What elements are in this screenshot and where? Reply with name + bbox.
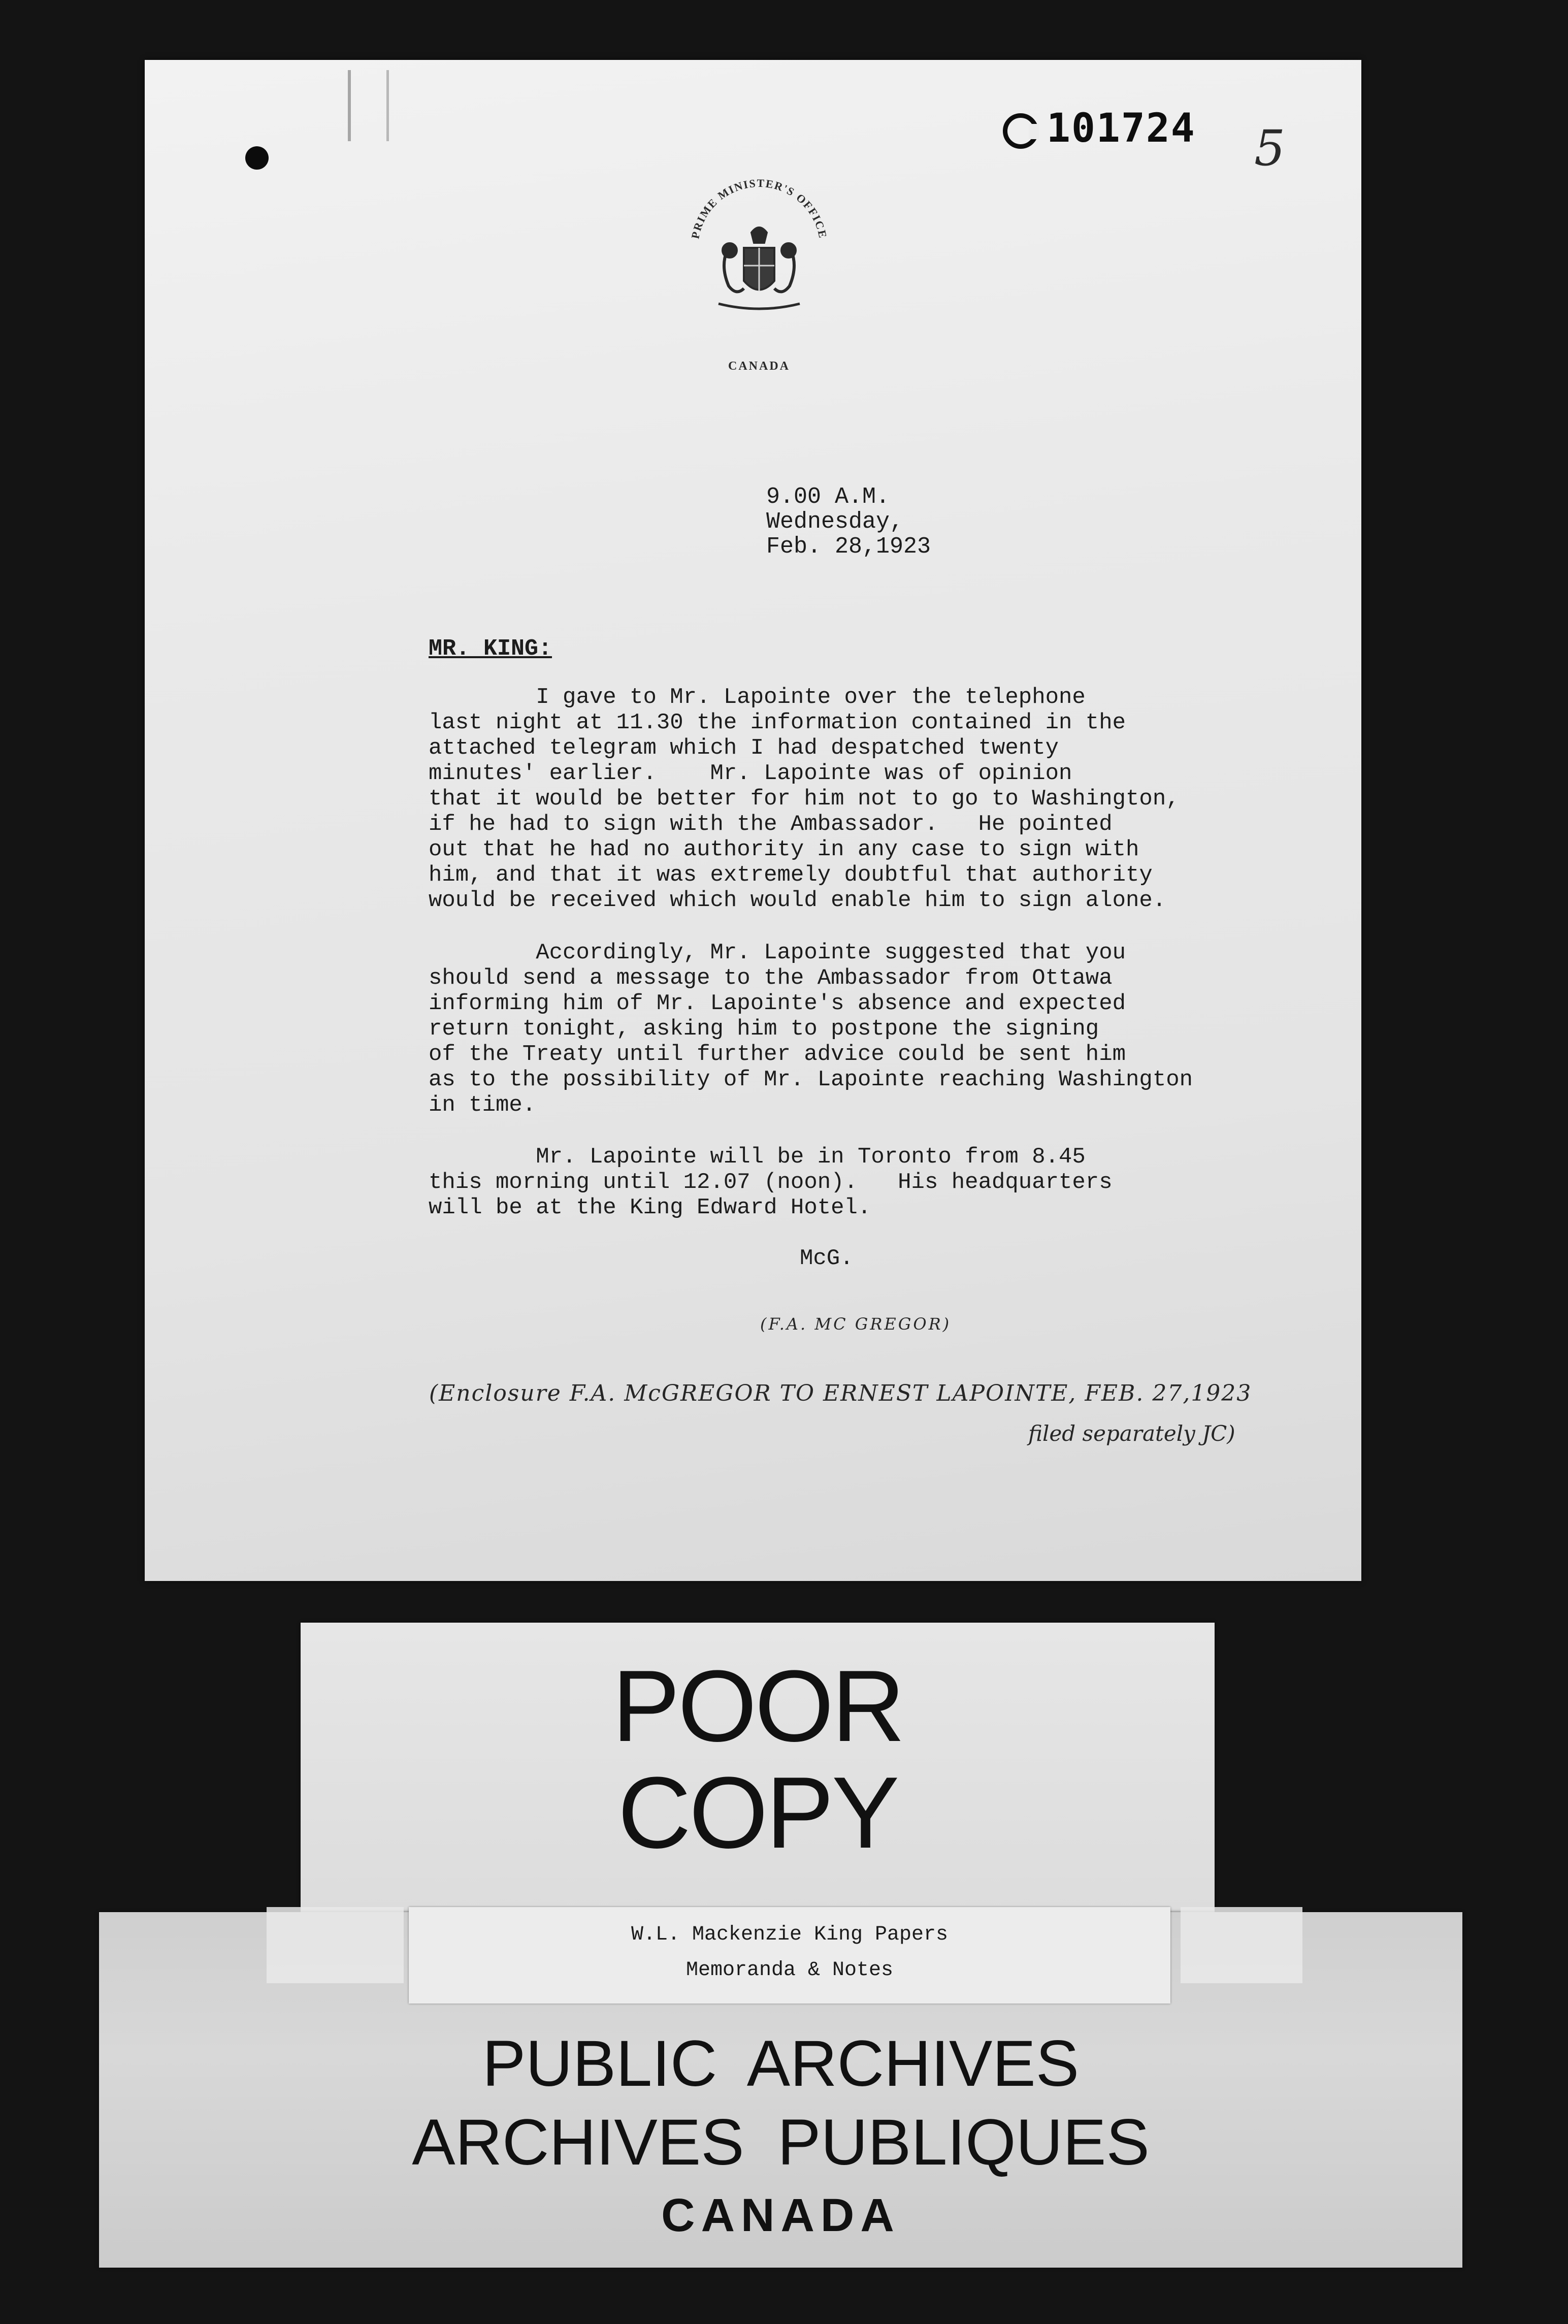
text-line: if he had to sign with the Ambassador. He pointed xyxy=(429,812,1113,837)
text-line: in time. xyxy=(429,1092,536,1118)
letterhead xyxy=(668,162,851,380)
date-weekday: Wednesday, xyxy=(766,509,904,535)
archive-plate-line-1: PUBLIC ARCHIVES xyxy=(482,2027,1080,2100)
letter-page xyxy=(145,60,1361,1581)
text-line: Accordingly, Mr. Lapointe suggested that you xyxy=(429,940,1126,965)
text-line: should send a message to the Ambassador from Ottawa xyxy=(429,965,1113,991)
archive-plate-line-2: ARCHIVES PUBLIQUES xyxy=(412,2106,1150,2179)
paragraph-3 xyxy=(429,1144,1113,1220)
page-number: 5 xyxy=(1254,120,1286,177)
tape-strip xyxy=(267,1907,404,1983)
text-line: out that he had no authority in any case to sign with xyxy=(429,837,1139,862)
text-line: attached telegram which I had despatched twenty xyxy=(429,735,1059,761)
pencil-mark xyxy=(348,70,389,141)
text-line: as to the possibility of Mr. Lapointe reaching Washington xyxy=(429,1067,1193,1092)
text-line: of the Treaty until further advice could be sent him xyxy=(429,1042,1126,1067)
date-date: Feb. 28,1923 xyxy=(766,534,931,560)
date-time: 9.00 A.M. xyxy=(766,484,890,510)
handwritten-signature-note: (F.A. MC GREGOR) xyxy=(760,1314,952,1334)
coat-of-arms-icon xyxy=(668,162,851,344)
text-line: minutes' earlier. Mr. Lapointe was of opinion xyxy=(429,761,1072,786)
handwritten-enclosure-note: (Enclosure F.A. McGREGOR TO ERNEST LAPOINTE, FEB. 27,1923 xyxy=(429,1380,1252,1406)
poor-copy-line-2: COPY xyxy=(617,1756,898,1869)
paragraph-2 xyxy=(429,940,1193,1118)
archive-plate-line-3: CANADA xyxy=(661,2189,900,2241)
text-line: I gave to Mr. Lapointe over the telephone xyxy=(429,685,1086,710)
sender-initials: McG. xyxy=(800,1246,854,1271)
text-line: informing him of Mr. Lapointe's absence and expected xyxy=(429,991,1126,1016)
punch-hole xyxy=(245,146,269,170)
handwritten-filed-note: filed separately JC) xyxy=(1028,1421,1235,1446)
collection-name: W.L. Mackenzie King Papers xyxy=(631,1923,949,1946)
text-line: Mr. Lapointe will be in Toronto from 8.45 xyxy=(429,1144,1086,1170)
archive-stamp-number xyxy=(1003,106,1196,151)
text-line: will be at the King Edward Hotel. xyxy=(429,1195,871,1220)
text-line: that it would be better for him not to go to Washington, xyxy=(429,786,1180,812)
addressee: MR. KING: xyxy=(429,636,552,662)
archive-number-text: 101724 xyxy=(1047,106,1196,151)
letterhead-country: CANADA xyxy=(728,360,790,373)
tape-strip xyxy=(1181,1907,1302,1983)
text-line: him, and that it was extremely doubtful that authority xyxy=(429,862,1153,888)
poor-copy-card xyxy=(301,1623,1215,1920)
paragraph-1 xyxy=(429,685,1180,913)
collection-label xyxy=(409,1907,1170,2004)
date-block xyxy=(766,485,931,559)
text-line: would be received which would enable him to sign alone. xyxy=(429,888,1166,913)
text-line: last night at 11.30 the information contained in the xyxy=(429,710,1126,735)
poor-copy-line-1: POOR xyxy=(612,1650,903,1763)
letterhead-office: PRIME MINISTER'S OFFICE xyxy=(689,176,830,240)
text-line: this morning until 12.07 (noon). His headquarters xyxy=(429,1170,1113,1195)
text-line: return tonight, asking him to postpone the signing xyxy=(429,1016,1099,1042)
archive-plate xyxy=(99,1912,1462,2268)
archive-c-stamp-icon xyxy=(1003,113,1038,149)
collection-series: Memoranda & Notes xyxy=(685,1959,894,1982)
